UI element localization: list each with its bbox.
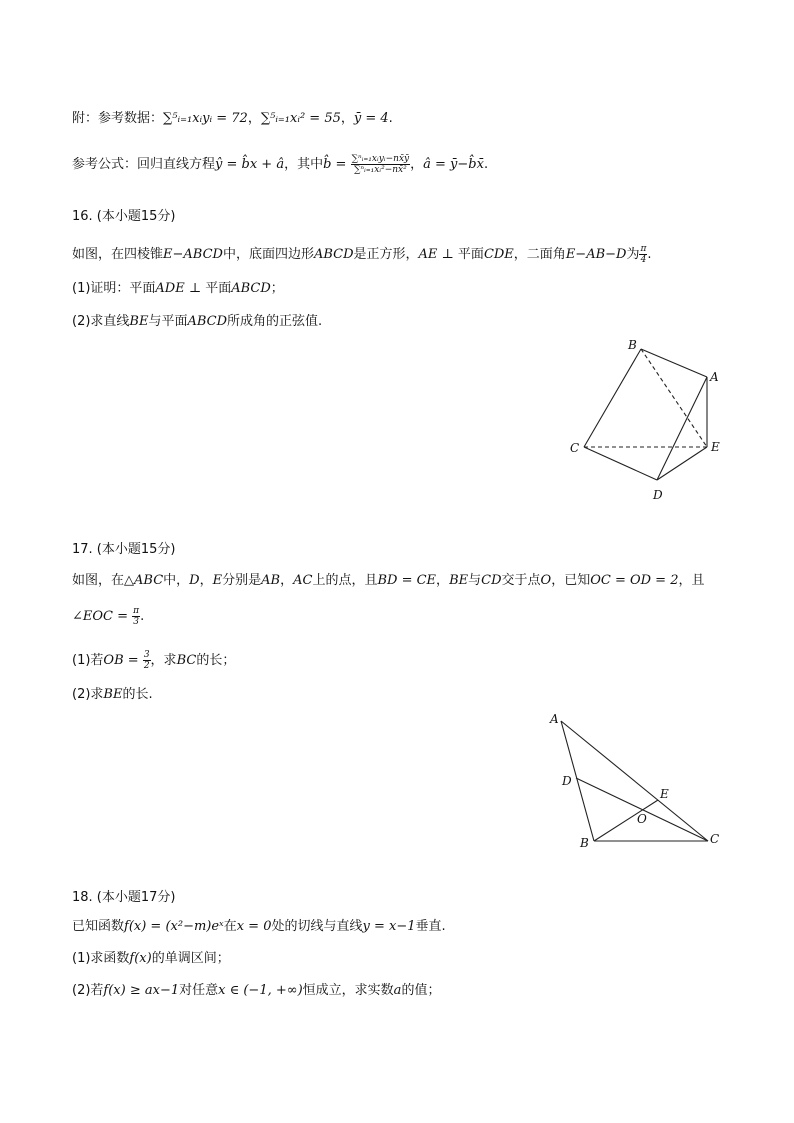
pyramid-figure <box>560 332 730 512</box>
ref-formula-line: 参考公式：回归直线方程ŷ = b̂x + â，其中b̂ = $\frac{\text{∑ⁿᵢ₌₁xᵢyᵢ−nx̄ȳ}}{\text{∑ⁿᵢ₌₁xᵢ²−nx̄²}}$ ，â = ȳ−b̂x̄. <box>72 154 489 175</box>
q16-part1: (1)证明：平面ADE ⊥ 平面ABCD； <box>72 281 284 296</box>
q18-header: 18. (本小题17分) <box>72 890 176 905</box>
triangle-figure <box>540 705 730 855</box>
label-A: A <box>710 370 719 384</box>
label-A: A <box>550 712 559 726</box>
label-E: E <box>711 440 720 454</box>
label-C: C <box>570 441 580 455</box>
label-E: E <box>660 787 669 801</box>
q17-header: 17. (本小题15分) <box>72 542 176 557</box>
edge-CD <box>584 447 657 480</box>
q17-stem-line2: ∠EOC = $\frac{\pi}{3}$ . <box>72 606 145 627</box>
q18-part1: (1)求函数f(x)的单调区间； <box>72 951 230 966</box>
edge-AD <box>657 377 707 480</box>
q16-stem: 如图，在四棱锥E−ABCD中，底面四边形ABCD是正方形，AE ⊥ 平面CDE，二面角E−AB−D为 $\frac{\pi}{4}$ . <box>72 244 652 265</box>
label-O: O <box>637 812 647 826</box>
q17-stem-line1: 如图，在△ABC中，D，E分别是AB，AC上的点，且BD = CE，BE与CD交于点O，已知OC = OD = 2，且 <box>72 573 705 588</box>
segment-BE <box>594 800 658 841</box>
regression-fraction: $\frac{\text{∑ⁿᵢ₌₁xᵢyᵢ−nx̄ȳ}}{\text{∑ⁿᵢ₌₁xᵢ²−nx̄²}}$ <box>351 154 410 175</box>
pi-over-3: $\frac{\pi}{3}$ <box>133 606 140 627</box>
label-D: D <box>653 488 663 502</box>
q16-part2: (2)求直线BE与平面ABCD所成角的正弦值. <box>72 314 323 329</box>
q17-part2: (2)求BE的长. <box>72 687 153 702</box>
q18-part2: (2)若f(x) ≥ ax−1对任意x ∈ (−1, +∞)恒成立，求实数a的值； <box>72 983 441 998</box>
q16-header: 16. (本小题15分) <box>72 209 176 224</box>
label-B: B <box>580 836 589 850</box>
q17-part1: (1)若OB = $\frac{3}{2}$ ，求BC的长； <box>72 650 236 671</box>
three-halves: $\frac{3}{2}$ <box>143 650 150 671</box>
label-B: B <box>628 338 637 352</box>
label-D: D <box>562 774 572 788</box>
pi-over-4: $\frac{\pi}{4}$ <box>640 244 647 265</box>
q18-stem: 已知函数f(x) = (x²−m)eˣ在x = 0处的切线与直线y = x−1垂直. <box>72 919 446 934</box>
edge-BC <box>584 349 641 447</box>
label-C: C <box>710 832 720 846</box>
ref-data-line: 附：参考数据：∑⁵ᵢ₌₁xᵢyᵢ = 72，∑⁵ᵢ₌₁xᵢ² = 55，ȳ = 4. <box>72 111 393 126</box>
